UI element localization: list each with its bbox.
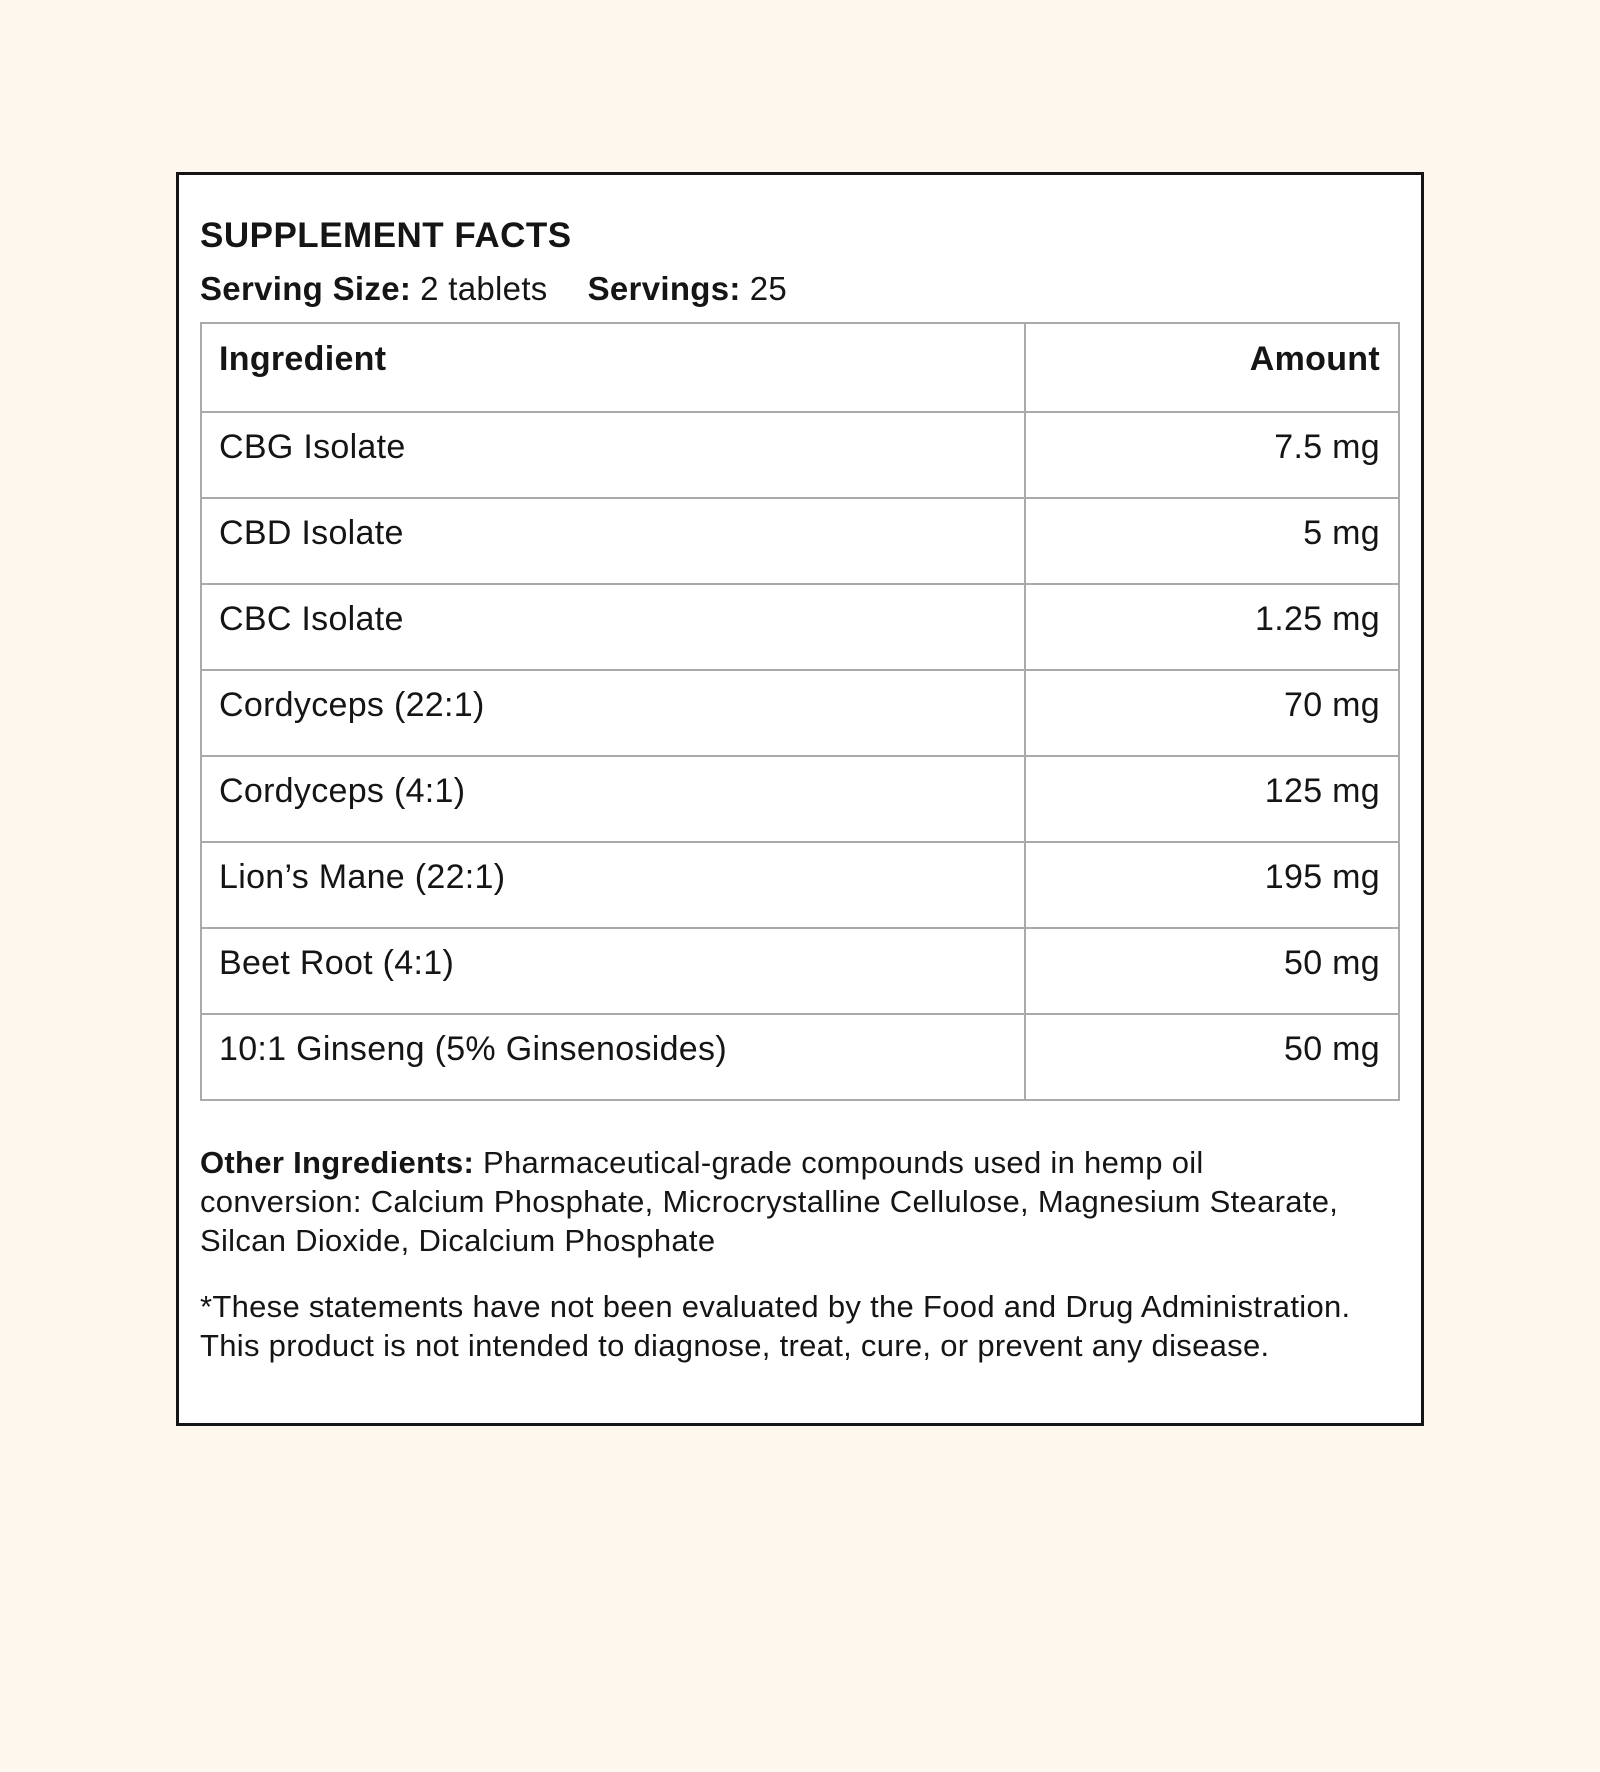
ingredient-cell: Lion’s Mane (22:1) — [201, 842, 1025, 928]
amount-cell: 5 mg — [1025, 498, 1399, 584]
table-row — [201, 756, 1399, 842]
other-ingredients-label: Other Ingredients: — [200, 1145, 475, 1180]
table-row — [201, 1014, 1399, 1100]
ingredient-cell: Cordyceps (22:1) — [201, 670, 1025, 756]
ingredient-cell: CBG Isolate — [201, 412, 1025, 498]
servings-label: Servings: — [587, 270, 741, 307]
table-row — [201, 928, 1399, 1014]
other-ingredients — [200, 1143, 1400, 1260]
table-row — [201, 842, 1399, 928]
serving-size-value: 2 tablets — [420, 270, 548, 307]
amount-cell: 50 mg — [1025, 1014, 1399, 1100]
amount-cell: 125 mg — [1025, 756, 1399, 842]
ingredient-cell: CBC Isolate — [201, 584, 1025, 670]
ingredients-table — [200, 322, 1400, 1101]
panel-title: SUPPLEMENT FACTS — [200, 216, 572, 255]
table-row — [201, 670, 1399, 756]
table-row — [201, 498, 1399, 584]
header-row — [201, 323, 1399, 412]
fda-disclaimer — [200, 1287, 1400, 1365]
fda-disclaimer-line: This product is not intended to diagnose, treat, cure, or prevent any disease. — [200, 1328, 1270, 1363]
ingredient-cell: 10:1 Ginseng (5% Ginsenosides) — [201, 1014, 1025, 1100]
supplement-facts-panel — [176, 172, 1424, 1426]
table-row — [201, 412, 1399, 498]
table-row — [201, 584, 1399, 670]
serving-size-label: Serving Size: — [200, 270, 412, 307]
ingredients-table-header — [201, 323, 1399, 412]
column-header-ingredient: Ingredient — [201, 323, 1025, 412]
other-ingredients-line: Silcan Dioxide, Dicalcium Phosphate — [200, 1223, 716, 1258]
fda-disclaimer-line: *These statements have not been evaluated by the Food and Drug Administration. — [200, 1289, 1351, 1324]
other-ingredients-line: conversion: Calcium Phosphate, Microcrystalline Cellulose, Magnesium Stearate, — [200, 1184, 1339, 1219]
ingredient-cell: Beet Root (4:1) — [201, 928, 1025, 1014]
amount-cell: 1.25 mg — [1025, 584, 1399, 670]
amount-cell: 7.5 mg — [1025, 412, 1399, 498]
ingredient-cell: CBD Isolate — [201, 498, 1025, 584]
amount-cell: 70 mg — [1025, 670, 1399, 756]
column-header-amount: Amount — [1025, 323, 1399, 412]
other-ingredients-line: Pharmaceutical-grade compounds used in hemp oil — [483, 1145, 1204, 1180]
amount-cell: 195 mg — [1025, 842, 1399, 928]
serving-info — [200, 269, 1400, 309]
servings-value: 25 — [749, 270, 787, 307]
amount-cell: 50 mg — [1025, 928, 1399, 1014]
ingredient-cell: Cordyceps (4:1) — [201, 756, 1025, 842]
ingredients-table-body — [201, 412, 1399, 1100]
